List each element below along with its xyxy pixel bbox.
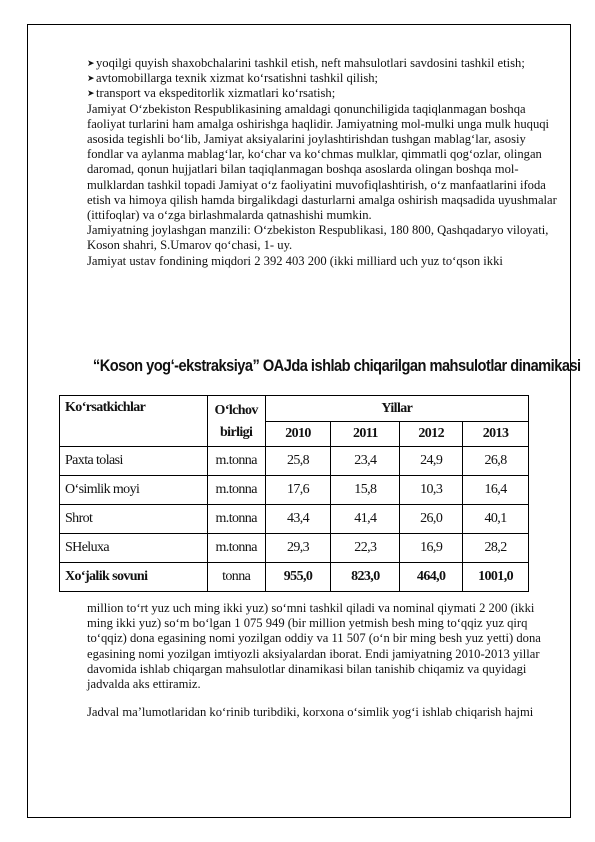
paragraph: Jamiyat ustav fondining miqdori 2 392 403 200 (ikki milliard uch yuz to‘qson ikki	[87, 253, 503, 268]
row-value: 22,3	[331, 534, 400, 563]
row-value: 24,9	[400, 447, 463, 476]
header-indicator: Ko‘rsatkichlar	[60, 396, 208, 447]
bullet-item: ➤ yoqilgi quyish shaxobchalarini tashkil etish, neft mahsulotlari savdosini tashkil etish;	[87, 56, 525, 70]
paragraph: million to‘rt yuz uch ming ikki yuz) so‘mni tashkil qiladi va nominal qiymati 2 200 (ikki ming ikki yuz) so‘m bo‘lgan 1 075 949 (bir million yetmish besh ming to‘qqiz yuz qirq to‘qqiz) dona egasining nomi yozilgan oddiy va 11 507 (o‘n bir ming besh yuz yetti) dona egasining nomi yozilgan imtiyozli aksiyalardan iborat. Endi jamiyatning 2010-2013 yillar davomida ishlab chiqargan mahsulotlar dinamikasi bilan tanishib chiqamiz va quyidagi jadvalda aks ettiramiz.	[87, 601, 541, 692]
row-value: 955,0	[265, 563, 331, 592]
table-title: “Koson yog‘-ekstraksiya” OAJda ishlab chiqarilgan mahsulotlar dinamikasi	[92, 356, 581, 375]
row-name: O‘simlik moyi	[60, 476, 208, 505]
table-row	[60, 505, 529, 534]
row-value: 41,4	[331, 505, 400, 534]
row-value: 16,4	[463, 476, 529, 505]
paragraph: Jamiyatning joylashgan manzili: O‘zbekiston Respublikasi, 180 800, Qashqadaryo viloyati, Koson shahri, S.Umarov qo‘chasi, 1- uy.	[87, 223, 549, 253]
bullet-item: ➤ transport va ekspeditorlik xizmatlari ko‘rsatish;	[87, 86, 336, 101]
row-value: 23,4	[331, 447, 400, 476]
table-header-row	[60, 396, 529, 422]
row-value: 464,0	[400, 563, 463, 592]
production-table	[59, 395, 529, 592]
row-value: 1001,0	[463, 563, 529, 592]
row-value: 15,8	[331, 476, 400, 505]
row-unit: m.tonna	[207, 447, 265, 476]
paragraph: Jamiyat O‘zbekiston Respublikasining amaldagi qonunchiligida taqiqlanmagan boshqa faoliyat turlarini ham amalga oshirishga haqlidir. Jamiyatning mol-mulki unga mulk huquqi asosida tegishli bo‘lib, Jamiyat aksiyalarini joylashtirishdan tushgan mablag‘lar, asosiy fondlar va aylanma mablag‘lar, ko‘char va ko‘chmas mulklar, qimmatli qog‘ozlar, olingan daromad, qonun hujjatlari bilan taqiqlanmagan boshqa asoslarda olingan boshqa mol-mulklardan tashkil topadi Jamiyat o‘z faoliyatini muvofiqlashtirish, o‘z manfaatlarini ifoda etish va himoya qilish hamda birgalikdagi dasturlarni amalga oshirish maqsadida uyushmalar (ittifoqlar) va o‘zga birlashmalarda qatnashishi mumkin.	[87, 101, 557, 223]
year-cell: 2011	[331, 422, 400, 447]
row-unit: m.tonna	[207, 476, 265, 505]
row-unit: m.tonna	[207, 505, 265, 534]
row-unit: m.tonna	[207, 534, 265, 563]
table-row	[60, 563, 529, 592]
bullet-item: ➤ avtomobillarga texnik xizmat ko‘rsatishni tashkil qilish;	[87, 71, 379, 86]
year-cell: 2012	[400, 422, 463, 447]
row-name: Shrot	[60, 505, 208, 534]
arrow-bullet-icon: ➤	[87, 73, 95, 84]
year-cell: 2013	[463, 422, 529, 447]
row-name: Paxta tolasi	[60, 447, 208, 476]
row-value: 26,8	[463, 447, 529, 476]
table-row	[60, 447, 529, 476]
row-value: 26,0	[400, 505, 463, 534]
arrow-bullet-icon: ➤	[87, 58, 95, 68]
row-value: 29,3	[265, 534, 331, 563]
row-value: 43,4	[265, 505, 331, 534]
row-unit: tonna	[207, 563, 265, 592]
table-row	[60, 534, 529, 563]
row-name: SHeluxa	[60, 534, 208, 563]
arrow-bullet-icon: ➤	[87, 88, 95, 99]
row-value: 10,3	[400, 476, 463, 505]
paragraph: Jadval ma’lumotlaridan ko‘rinib turibdiki, korxona o‘simlik yog‘i ishlab chiqarish hajmi	[87, 705, 534, 720]
table-row	[60, 476, 529, 505]
top-text-block	[87, 56, 562, 269]
row-name: Xo‘jalik sovuni	[60, 563, 208, 592]
row-value: 17,6	[265, 476, 331, 505]
row-value: 16,9	[400, 534, 463, 563]
row-value: 40,1	[463, 505, 529, 534]
row-value: 25,8	[265, 447, 331, 476]
header-unit: O‘lchov birligi	[207, 396, 265, 447]
row-value: 28,2	[463, 534, 529, 563]
row-value: 823,0	[331, 563, 400, 592]
bottom-text-block	[87, 601, 562, 720]
header-years: Yillar	[265, 396, 528, 422]
year-cell: 2010	[265, 422, 331, 447]
